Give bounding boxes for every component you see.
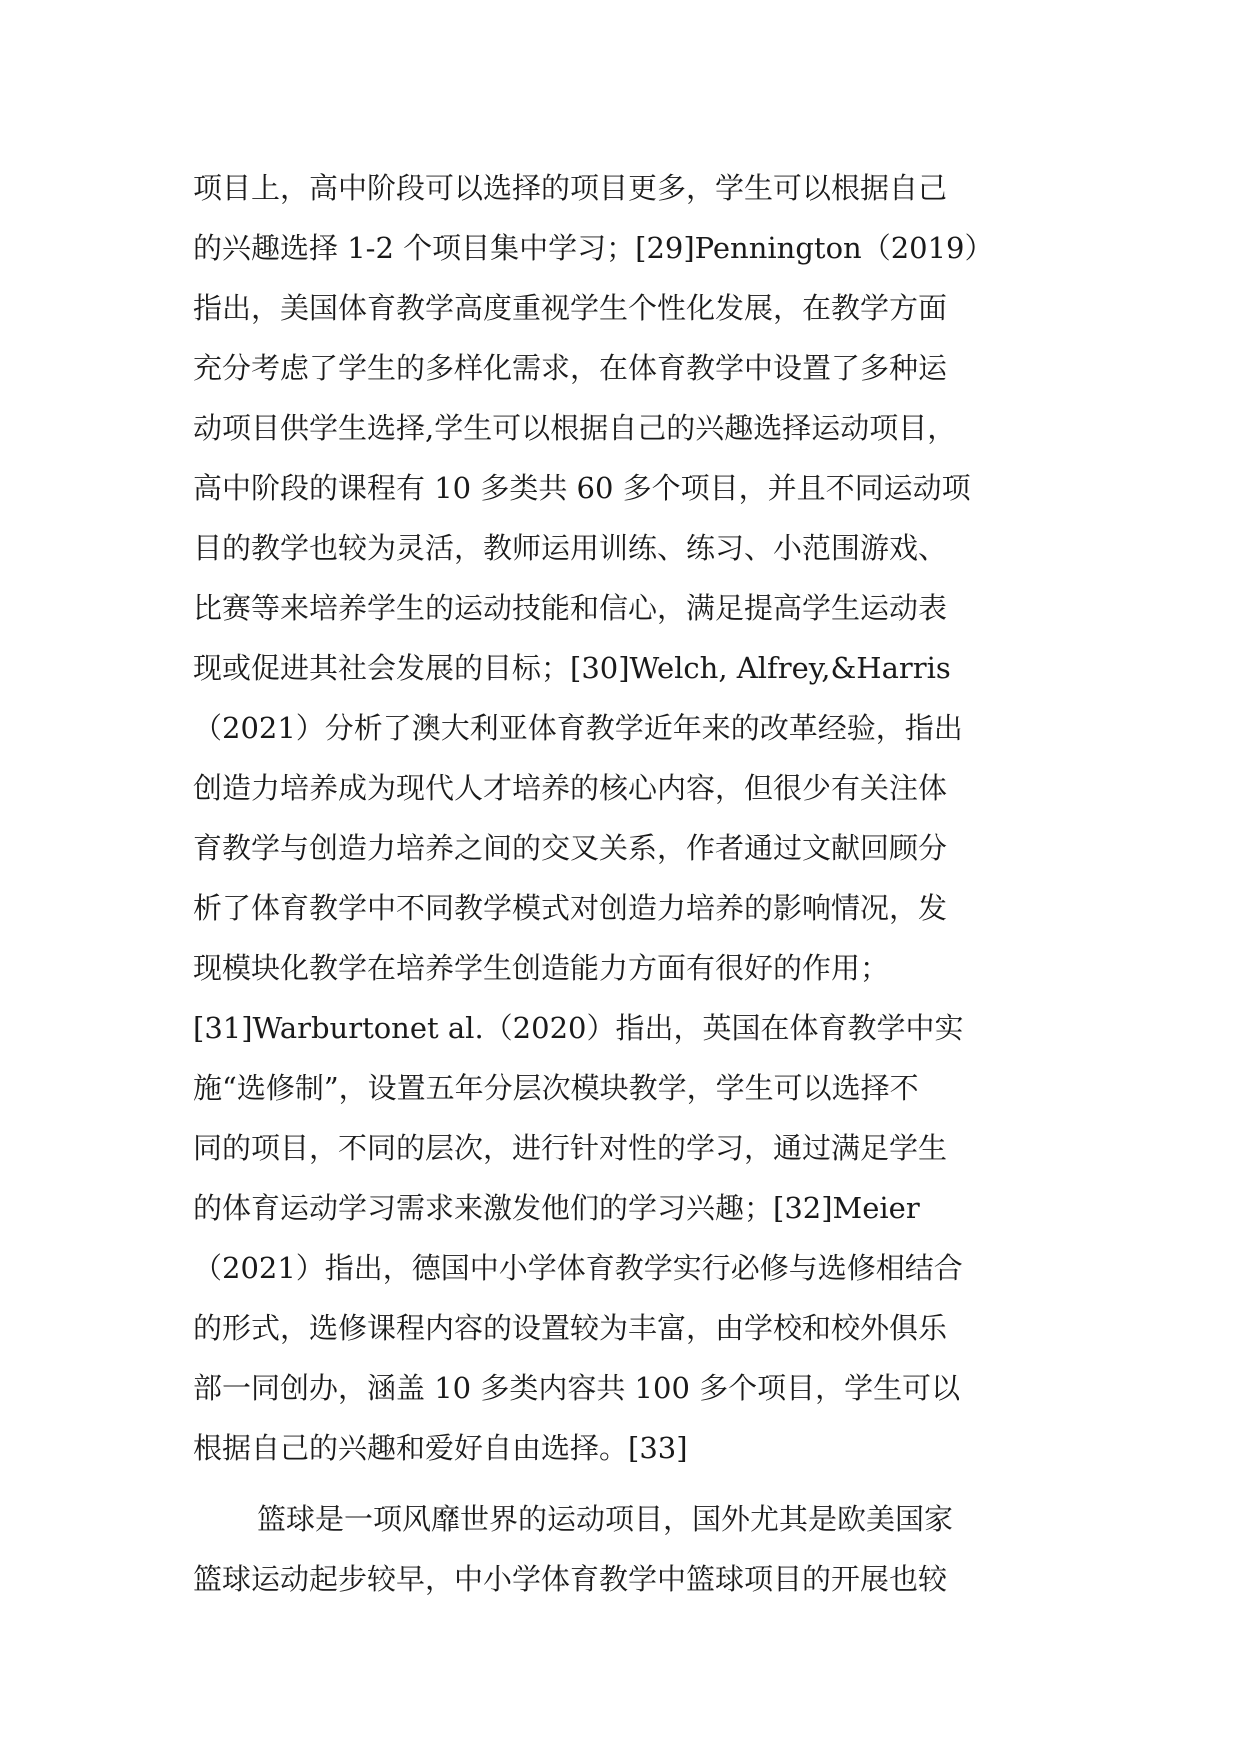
- text-line: 部一同创办，涵盖 10 多类内容共 100 多个项目，学生可以: [193, 1371, 961, 1405]
- text-line: 目的教学也较为灵活，教师运用训练、练习、小范围游戏、: [193, 531, 948, 565]
- text-line: 根据自己的兴趣和爱好自由选择。[33]: [193, 1431, 688, 1465]
- text-line: [31]Warburtonet al.（2020）指出，英国在体育教学中实: [193, 1011, 964, 1045]
- text-line: 现或促进其社会发展的目标；[30]Welch, Alfrey,&Harris: [193, 651, 951, 685]
- text-line: 的兴趣选择 1-2 个项目集中学习；[29]Pennington（2019）: [193, 231, 994, 265]
- text-line: 的体育运动学习需求来激发他们的学习兴趣；[32]Meier: [193, 1191, 920, 1225]
- text-line: （2021）分析了澳大利亚体育教学近年来的改革经验，指出: [193, 711, 963, 745]
- text-line: 比赛等来培养学生的运动技能和信心，满足提高学生运动表: [193, 591, 948, 625]
- text-line: 施“选修制”，设置五年分层次模块教学，学生可以选择不: [193, 1071, 919, 1105]
- text-line: 项目上，高中阶段可以选择的项目更多，学生可以根据自己: [193, 171, 948, 205]
- text-line: （2021）指出，德国中小学体育教学实行必修与选修相结合: [193, 1251, 963, 1285]
- text-line: 充分考虑了学生的多样化需求，在体育教学中设置了多种运: [193, 351, 948, 385]
- text-line: 的形式，选修课程内容的设置较为丰富，由学校和校外俱乐: [193, 1311, 948, 1345]
- text-line: 析了体育教学中不同教学模式对创造力培养的影响情况，发: [193, 891, 948, 925]
- text-line: 指出，美国体育教学高度重视学生个性化发展，在教学方面: [193, 291, 948, 325]
- body-text: [193, 158, 1063, 1609]
- paragraph-1: [193, 158, 1063, 1478]
- text-line: 现模块化教学在培养学生创造能力方面有很好的作用；: [193, 951, 890, 985]
- text-line: 创造力培养成为现代人才培养的核心内容，但很少有关注体: [193, 771, 948, 805]
- text-line: 育教学与创造力培养之间的交叉关系，作者通过文献回顾分: [193, 831, 948, 865]
- text-line: 高中阶段的课程有 10 多类共 60 多个项目，并且不同运动项: [193, 471, 971, 505]
- text-line: 动项目供学生选择,学生可以根据自己的兴趣选择运动项目，: [193, 411, 957, 445]
- text-line: 篮球运动起步较早，中小学体育教学中篮球项目的开展也较: [193, 1562, 948, 1596]
- text-line: 同的项目，不同的层次，进行针对性的学习，通过满足学生: [193, 1131, 948, 1165]
- paragraph-gap: [193, 1478, 1063, 1489]
- paragraph-2: [193, 1489, 1063, 1609]
- text-line: 篮球是一项风靡世界的运动项目，国外尤其是欧美国家: [257, 1502, 954, 1536]
